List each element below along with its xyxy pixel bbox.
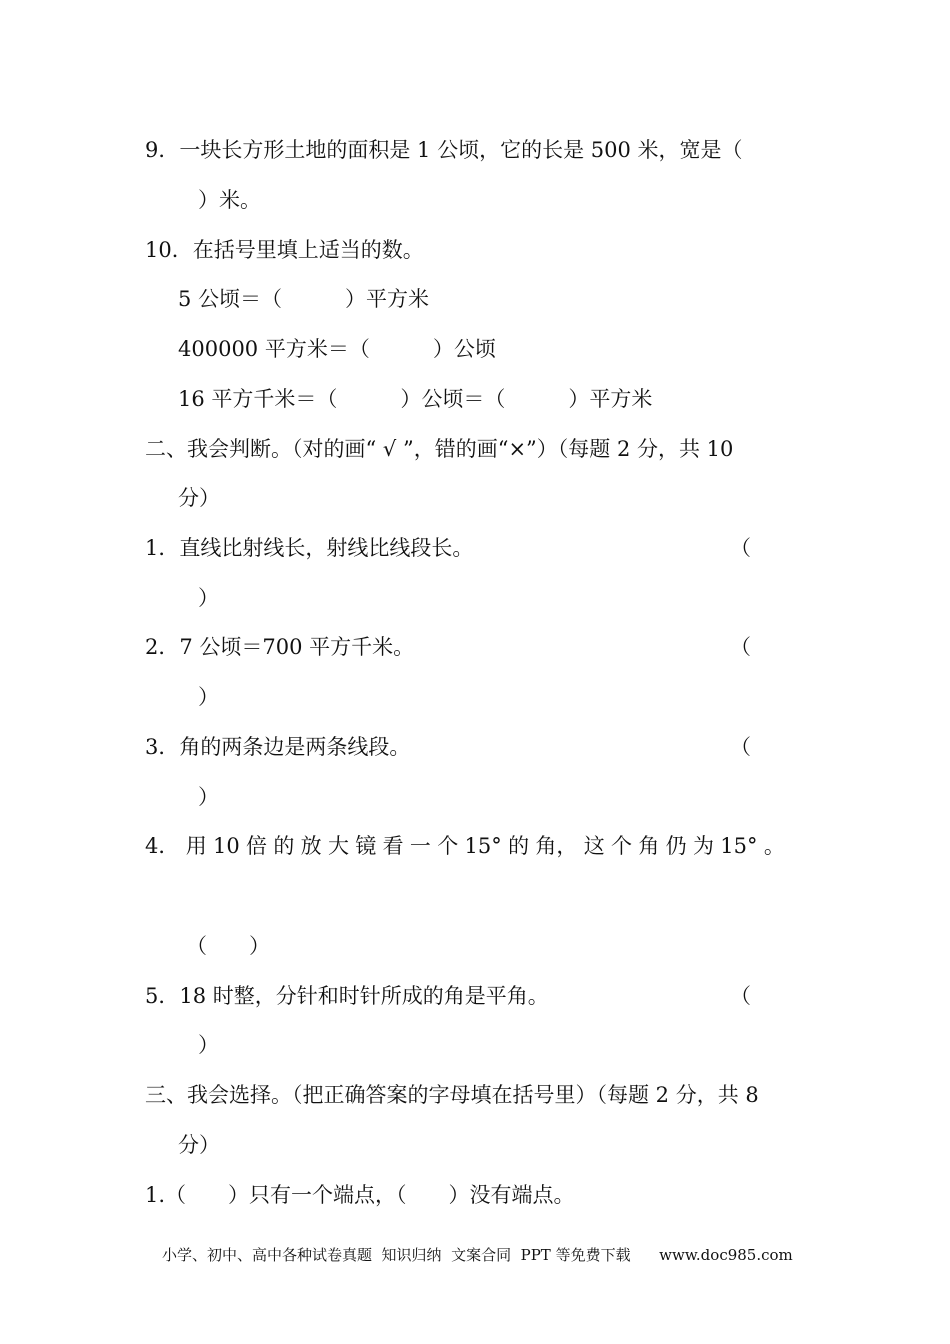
section3-heading-line2: 分）: [178, 1133, 220, 1157]
judge-q5-close-paren: ）: [198, 1033, 219, 1057]
q4-token: 用: [185, 834, 207, 858]
q9-line2: ）米。: [198, 188, 261, 212]
q10-item-c: 16 平方千米＝（ ）公顷＝（ ）平方米: [178, 387, 653, 411]
q4-token: 大: [327, 834, 349, 858]
judge-q1-close-paren: ）: [198, 586, 219, 610]
judge-q2-close-paren: ）: [198, 685, 219, 709]
judge-q3-close-paren: ）: [198, 785, 219, 809]
section2-heading-line2: 分）: [178, 486, 220, 510]
q4-token: 个: [437, 834, 459, 858]
q10-title: 10．在括号里填上适当的数。: [145, 238, 424, 262]
judge-q1-text: 1．直线比射线长，射线比线段长。: [145, 536, 474, 560]
q4-token: 个: [611, 834, 633, 858]
judge-q4-bracket: （ ）: [186, 934, 270, 958]
q4-token: 这: [583, 834, 605, 858]
q4-token: 为: [692, 834, 714, 858]
q4-token: 。: [763, 834, 785, 858]
judge-q2-text: 2．7 公顷＝700 平方千米。: [145, 635, 415, 659]
q4-token: 倍: [246, 834, 268, 858]
q10-item-a: 5 公顷＝（ ）平方米: [178, 287, 430, 311]
q4-token: 的: [508, 834, 530, 858]
section3-heading-line1: 三、我会选择。（把正确答案的字母填在括号里）（每题 2 分，共 8: [145, 1083, 759, 1107]
section2-heading-line1: 二、我会判断。（对的画“ √ ”，错的画“×”）（每题 2 分，共 10: [145, 437, 734, 461]
q4-token: 仍: [665, 834, 687, 858]
q9-line1: [145, 135, 785, 165]
q4-token: 4．: [145, 834, 180, 858]
judge-q5-open-paren: （: [730, 984, 751, 1008]
q4-token: 角: [638, 834, 660, 858]
q9-text: 9．一块长方形土地的面积是 1 公顷，它的长是 500 米，宽是（: [145, 138, 743, 162]
judge-q3-text: 3．角的两条边是两条线段。: [145, 735, 411, 759]
choice-q1-text: 1.（ ）只有一个端点，（ ）没有端点。: [145, 1183, 575, 1207]
q4-token: 镜: [355, 834, 377, 858]
page-footer: 小学、初中、高中各种试卷真题 知识归纳 文案合同 PPT 等免费下载 www.doc985.com: [162, 1246, 793, 1264]
judge-q1-open-paren: （: [730, 536, 751, 560]
q4-token: 看: [382, 834, 404, 858]
q4-token: 一: [409, 834, 431, 858]
q4-token: 放: [300, 834, 322, 858]
judge-q4-line: [145, 831, 785, 861]
judge-q2-open-paren: （: [730, 635, 751, 659]
q4-token: 10: [213, 834, 240, 858]
q4-token: 角，: [535, 834, 578, 858]
q10-item-b: 400000 平方米＝（ ）公顷: [178, 337, 496, 361]
judge-q3-open-paren: （: [730, 735, 751, 759]
judge-q5-text: 5．18 时整，分针和时针所成的角是平角。: [145, 984, 549, 1008]
q4-token: 的: [273, 834, 295, 858]
q4-token: 15°: [464, 834, 502, 858]
q4-token: 15°: [720, 834, 758, 858]
